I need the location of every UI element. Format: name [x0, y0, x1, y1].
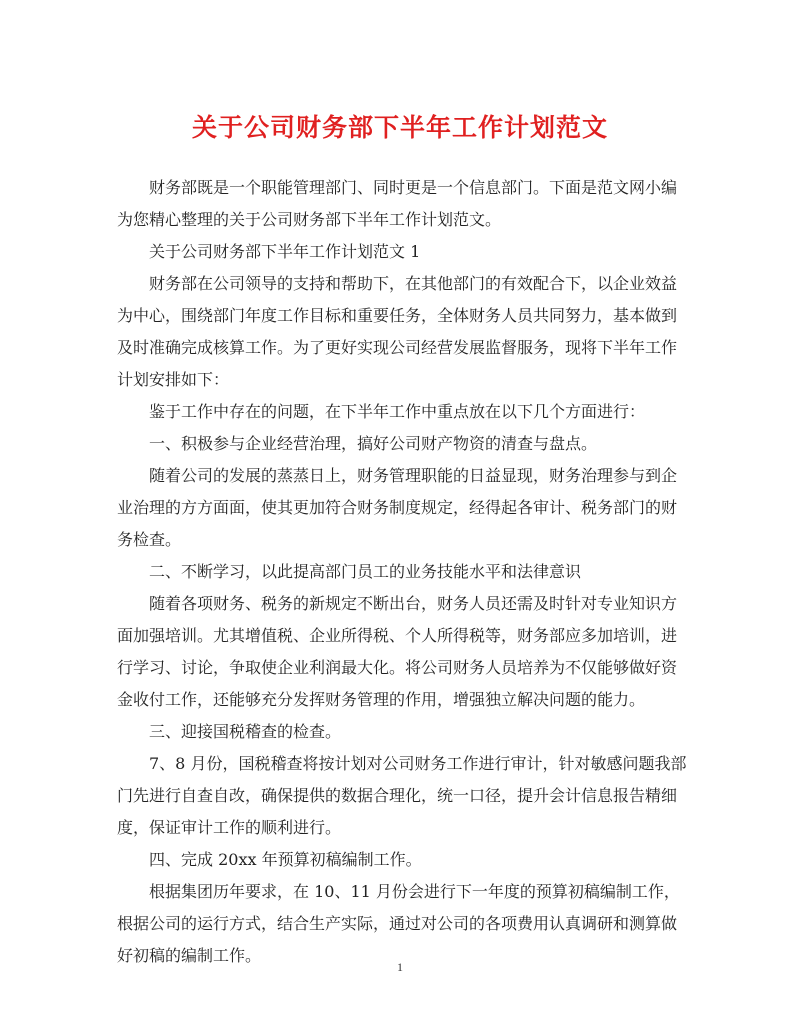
section-heading-3: 三、迎接国税稽查的检查。: [149, 722, 342, 741]
paragraph-section-4: 根据集团历年要求，在 10、11 月份会进行下一年度的预算初稿编制工作，根据公司的运行方式，结合生产实际，通过对公司的各项费用认真调研和测算做好初稿的编制工作。: [117, 882, 680, 965]
paragraph-section-1: 随着公司的发展的蒸蒸日上，财务管理职能的日益显现，财务治理参与到企业治理的方方面面，使其更加符合财务制度规定，经得起各审计、税务部门的财务检查。: [117, 466, 678, 549]
paragraph-section-3: 7、8 月份，国税稽查将按计划对公司财务工作进行审计，针对敏感问题我部门先进行自查自改，确保提供的数据合理化，统一口径，提升会计信息报告精细度，保证审计工作的顺利进行。: [117, 754, 687, 837]
section-heading-1: 一、积极参与企业经营治理，搞好公司财产物资的清查与盘点。: [149, 434, 598, 453]
paragraph-subtitle: 关于公司财务部下半年工作计划范文 1: [149, 242, 421, 261]
section-heading-4: 四、完成 20xx 年预算初稿编制工作。: [149, 850, 422, 869]
section-heading-2: 二、不断学习，以此提高部门员工的业务技能水平和法律意识: [149, 562, 582, 581]
paragraph-section-2: 随着各项财务、税务的新规定不断出台，财务人员还需及时针对专业知识方面加强培训。尤其增值税、企业所得税、个人所得税等，财务部应多加培训，进行学习、讨论，争取使企业利润最大化。将公司财务人员培养为不仅能够做好资金收付工作，还能够充分发挥财务管理的作用，增强独立解决问题的能力。: [117, 594, 678, 709]
paragraph-focus: 鉴于工作中存在的问题，在下半年工作中重点放在以下几个方面进行：: [149, 402, 646, 421]
document-body: [117, 172, 687, 972]
paragraph-intro: 财务部既是一个职能管理部门、同时更是一个信息部门。下面是范文网小编为您精心整理的关于公司财务部下半年工作计划范文。: [117, 178, 678, 229]
page-number: 1: [397, 960, 403, 974]
paragraph-overview: 财务部在公司领导的支持和帮助下，在其他部门的有效配合下，以企业效益为中心，围绕部门年度工作目标和重要任务，全体财务人员共同努力，基本做到及时准确完成核算工作。为了更好实现公司经营发展监督服务，现将下半年工作计划安排如下：: [117, 274, 678, 389]
page-title: 关于公司财务部下半年工作计划范文: [191, 113, 608, 142]
